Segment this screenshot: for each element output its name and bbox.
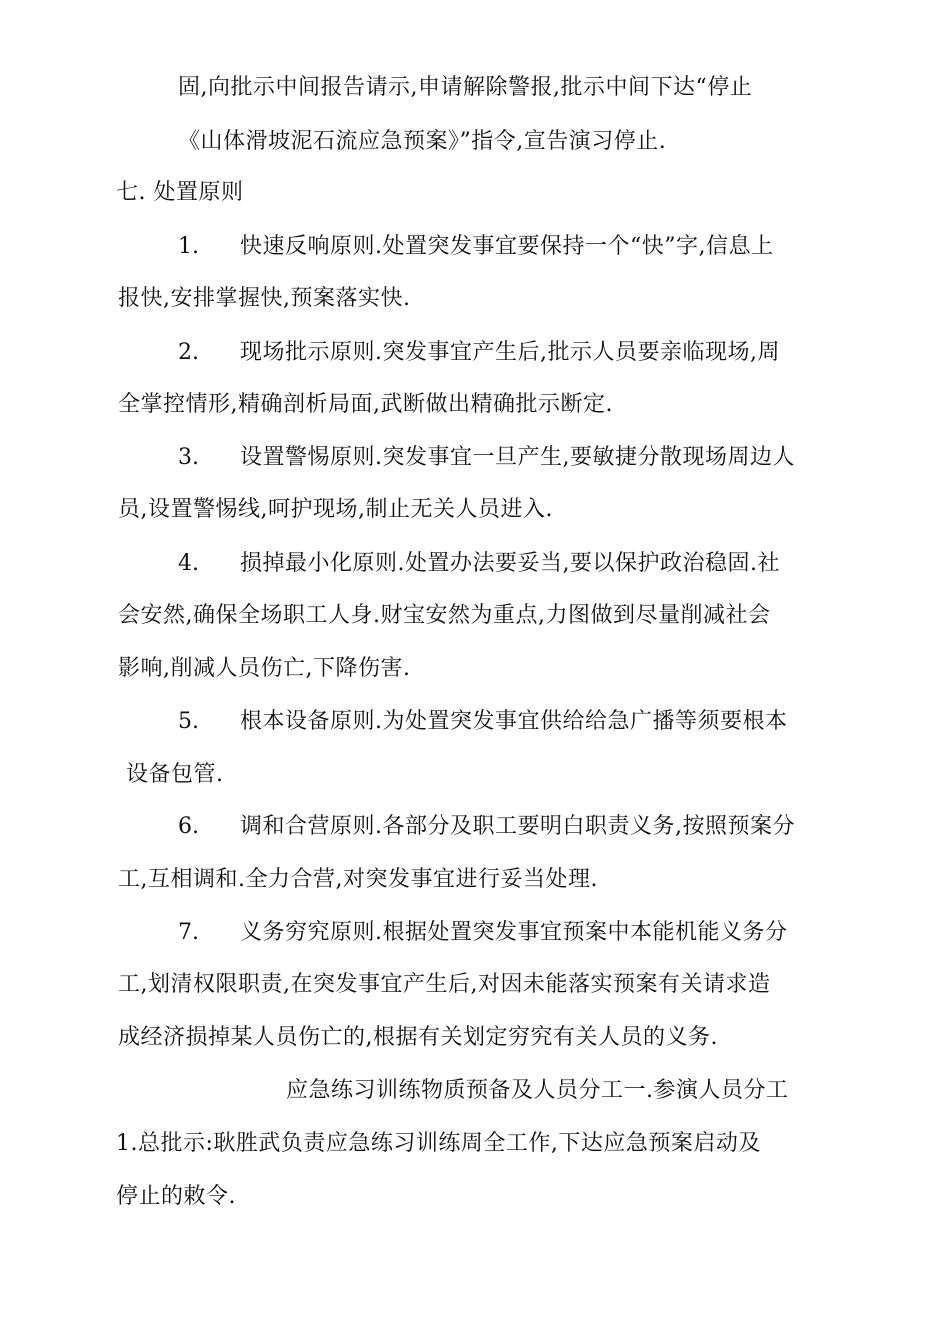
assignment-line-2: 停止的敕令.	[116, 1184, 236, 1209]
principle-7-line-1: 义务穷究原则.根据处置突发事宜预案中本能机能义务分	[240, 920, 788, 945]
principle-1-number: 1.	[178, 234, 199, 259]
principle-6-number: 6.	[178, 814, 199, 839]
principle-5-line-1: 根本设备原则.为处置突发事宜供给给急广播等须要根本	[240, 709, 788, 734]
principle-6-line-1: 调和合营原则.各部分及职工要明白职责义务,按照预案分	[240, 814, 795, 839]
principle-2-number: 2.	[178, 340, 199, 365]
principle-3-line-1: 设置警惕原则.突发事宜一旦产生,要敏捷分散现场周边人	[240, 445, 795, 470]
principle-7-line-2: 工,划清权限职责,在突发事宜产生后,对因未能落实预案有关请求造	[118, 972, 771, 997]
principle-3-number: 3.	[178, 445, 199, 470]
principle-4-line-1: 损掉最小化原则.处置办法要妥当,要以保护政治稳固.社	[240, 551, 780, 576]
principle-3-line-2: 员,设置警惕线,呵护现场,制止无关人员进入.	[118, 497, 553, 522]
principle-4-line-2: 会安然,确保全场职工人身.财宝安然为重点,力图做到尽量削减社会	[118, 603, 771, 628]
principle-2-line-2: 全掌控情形,精确剖析局面,武断做出精确批示断定.	[118, 392, 613, 417]
principle-4-line-3: 影响,削减人员伤亡,下降伤害.	[118, 656, 411, 681]
intro-line-1: 固,向批示中间报告请示,申请解除警报,批示中间下达“停止	[178, 75, 753, 100]
principle-6-line-2: 工,互相调和.全力合营,对突发事宜进行妥当处理.	[118, 867, 598, 892]
principle-1-line-2: 报快,安排掌握快,预案落实快.	[118, 286, 411, 311]
intro-line-2: 《山体滑坡泥石流应急预案》”指令,宣告演习停止.	[178, 129, 667, 154]
principle-4-number: 4.	[178, 551, 199, 576]
principle-2-line-1: 现场批示原则.突发事宜产生后,批示人员要亲临现场,周	[240, 340, 780, 365]
principle-5-line-2: 设备包管.	[126, 762, 224, 787]
principle-7-number: 7.	[178, 920, 199, 945]
principle-7-line-3: 成经济损掉某人员伤亡的,根据有关划定穷究有关人员的义务.	[118, 1025, 718, 1050]
section-subtitle: 应急练习训练物质预备及人员分工一.参演人员分工	[286, 1078, 789, 1103]
assignment-line-1: 1.总批示:耿胜武负责应急练习训练周全工作,下达应急预案启动及	[116, 1131, 761, 1156]
principle-1-line-1: 快速反响原则.处置突发事宜要保持一个“快”字,信息上	[240, 234, 774, 259]
section-heading: 七. 处置原则	[116, 180, 244, 205]
principle-5-number: 5.	[178, 709, 199, 734]
